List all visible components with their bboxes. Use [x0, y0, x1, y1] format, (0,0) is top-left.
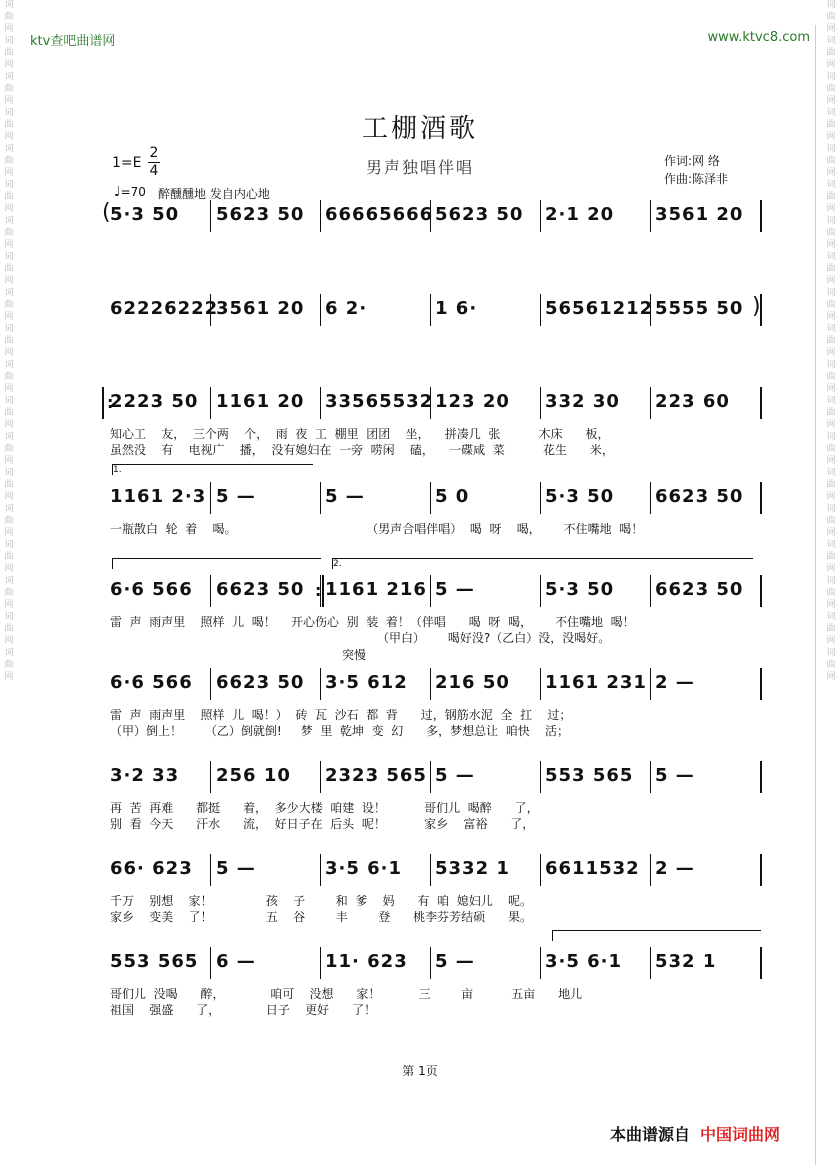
- watermark-glyph: 网: [826, 204, 836, 214]
- measure: 66· 623: [110, 858, 193, 879]
- barline: [430, 854, 431, 886]
- barline: [650, 854, 651, 886]
- watermark-glyph: 词: [826, 36, 836, 46]
- intro-close-paren: ): [752, 294, 761, 319]
- watermark-glyph: 曲: [826, 372, 836, 382]
- watermark-glyph: 曲: [4, 408, 14, 418]
- staff-line: [110, 852, 765, 884]
- watermark-glyph: 词: [4, 288, 14, 298]
- barline: [650, 294, 651, 326]
- watermark-glyph: 网: [826, 600, 836, 610]
- lyric-line: 一瓶散白 轮 着 喝。 （男声合唱伴唱） 喝 呀 喝， 不住嘴地 喝！: [110, 522, 644, 536]
- staff-line: [110, 945, 765, 977]
- watermark-glyph: 词: [4, 108, 14, 118]
- watermark-glyph: 词: [826, 612, 836, 622]
- watermark-glyph: 网: [4, 456, 14, 466]
- barline: [760, 200, 762, 232]
- watermark-glyph: 曲: [826, 120, 836, 130]
- time-bottom: 4: [149, 163, 159, 179]
- first-ending-bracket-cont: [112, 558, 321, 569]
- measure: 2·1 20: [545, 204, 615, 225]
- barline: [430, 947, 431, 979]
- barline: [540, 482, 541, 514]
- lyric-line: 知心工 友， 三个两 个， 雨 夜 工 棚里 团团 坐， 拼凑几 张 木床 板，: [110, 427, 610, 441]
- expression-mark: 醉醺醺地 发自内心地: [158, 187, 270, 201]
- watermark-glyph: 网: [4, 636, 14, 646]
- watermark-glyph: 词: [4, 612, 14, 622]
- watermark-glyph: 曲: [826, 48, 836, 58]
- barline: [210, 761, 211, 793]
- watermark-glyph: 网: [826, 276, 836, 286]
- watermark-glyph: 词: [826, 396, 836, 406]
- measure: 2323 565: [325, 765, 427, 786]
- watermark-glyph: 网: [4, 240, 14, 250]
- watermark-glyph: 词: [826, 360, 836, 370]
- watermark-glyph: 曲: [4, 552, 14, 562]
- measure: 5555 50: [655, 298, 744, 319]
- watermark-glyph: 词: [826, 576, 836, 586]
- key-signature: 1=E: [112, 155, 142, 171]
- song-title: 工棚酒歌: [361, 114, 478, 144]
- watermark-glyph: 网: [4, 600, 14, 610]
- barline: [320, 294, 321, 326]
- barline: [320, 668, 321, 700]
- repeat-end-barline: [322, 575, 324, 607]
- measure: 5332 1: [435, 858, 510, 879]
- barline: [210, 668, 211, 700]
- watermark-glyph: 网: [4, 564, 14, 574]
- lyric-line: （甲白） 喝好没?（乙白）没，没喝好。: [110, 631, 611, 645]
- barline: [760, 387, 762, 419]
- barline: [540, 200, 541, 232]
- first-ending-bracket: 1.: [112, 464, 313, 475]
- measure: 3·5 6·1: [545, 951, 623, 972]
- lyric-line: （甲）倒上！ （乙）倒就倒! 梦 里 乾坤 变 幻 多，梦想总让 咱快 活；: [110, 724, 570, 738]
- watermark-glyph: 词: [826, 648, 836, 658]
- lyric-line: 虽然没 有 电视广 播， 没有媳妇在 一旁 唠闲 磕， 一碟咸 菜 花生 米，: [110, 443, 614, 457]
- score-system: [102, 198, 765, 230]
- measure: 62226222: [110, 298, 219, 319]
- barline: [760, 482, 762, 514]
- watermark-glyph: 词: [4, 252, 14, 262]
- watermark-glyph: 曲: [4, 516, 14, 526]
- measure: 5623 50: [216, 204, 305, 225]
- page-number: 第 1页: [402, 1064, 438, 1078]
- watermark-glyph: 网: [826, 312, 836, 322]
- watermark-glyph: 词: [826, 324, 836, 334]
- watermark-glyph: 词: [4, 396, 14, 406]
- watermark-glyph: 曲: [4, 444, 14, 454]
- watermark-glyph: 词: [826, 432, 836, 442]
- staff-line: [110, 759, 765, 791]
- barline: [210, 387, 211, 419]
- watermark-glyph: 网: [4, 24, 14, 34]
- staff-line: [102, 198, 765, 230]
- watermark-glyph: 曲: [4, 624, 14, 634]
- watermark-glyph: 词: [4, 144, 14, 154]
- measure: 5·3 50: [110, 204, 180, 225]
- barline: [430, 482, 431, 514]
- measure: 66665666: [325, 204, 434, 225]
- watermark-glyph: 曲: [826, 192, 836, 202]
- barline: [210, 294, 211, 326]
- watermark-glyph: 词: [826, 144, 836, 154]
- watermark-glyph: 曲: [4, 48, 14, 58]
- barline: [210, 854, 211, 886]
- watermark-glyph: 曲: [4, 660, 14, 670]
- watermark-glyph: 网: [4, 492, 14, 502]
- watermark-glyph: 词: [4, 180, 14, 190]
- measure: 5 —: [435, 765, 475, 786]
- measure: 532 1: [655, 951, 717, 972]
- watermark-glyph: 曲: [4, 12, 14, 22]
- watermark-glyph: 网: [4, 276, 14, 286]
- watermark-glyph: 词: [4, 72, 14, 82]
- watermark-glyph: 曲: [826, 552, 836, 562]
- measure: 1 6·: [435, 298, 478, 319]
- barline: [650, 947, 651, 979]
- barline: [430, 668, 431, 700]
- watermark-glyph: 网: [826, 60, 836, 70]
- measure: 56561212: [545, 298, 654, 319]
- ending-bracket: [552, 930, 761, 941]
- measure: 1161 216: [325, 579, 427, 600]
- lyric-line: 别 看 今天 汗水 流， 好日子在 后头 呢！ 家乡 富裕 了，: [110, 817, 535, 831]
- watermark-glyph: 网: [826, 420, 836, 430]
- watermark-glyph: 词: [826, 540, 836, 550]
- staff-line: [110, 385, 765, 417]
- measure: 6611532: [545, 858, 640, 879]
- barline: [320, 482, 321, 514]
- measure: 2 —: [655, 858, 695, 879]
- measure: 216 50: [435, 672, 510, 693]
- watermark-glyph: 曲: [4, 480, 14, 490]
- site-link-right[interactable]: www.ktvc8.com: [707, 30, 810, 45]
- measure: 1161 20: [216, 391, 305, 412]
- measure: 33565532: [325, 391, 434, 412]
- watermark-glyph: 网: [4, 132, 14, 142]
- barline: [540, 294, 541, 326]
- barline: [650, 761, 651, 793]
- watermark-glyph: 曲: [826, 480, 836, 490]
- watermark-glyph: 曲: [826, 12, 836, 22]
- source-label: 本曲谱源自: [610, 1125, 691, 1144]
- barline: [320, 854, 321, 886]
- watermark-glyph: 网: [826, 672, 836, 682]
- watermark-glyph: 曲: [826, 228, 836, 238]
- barline: [540, 387, 541, 419]
- watermark-glyph: 网: [826, 636, 836, 646]
- lyric-line: 雷 声 雨声里 照样 儿 喝！） 砖 瓦 沙石 都 背 过，钢筋水泥 全 扛 过；: [110, 708, 572, 722]
- barline: [210, 200, 211, 232]
- watermark-glyph: 词: [4, 540, 14, 550]
- watermark-glyph: 词: [4, 648, 14, 658]
- measure: 553 565: [545, 765, 634, 786]
- measure: 3561 20: [216, 298, 305, 319]
- lyric-line: 雷 声 雨声里 照样 儿 喝！ 开心伤心 别 装 着！（伴唱 喝 呀 喝， 不住嘴地 喝！: [110, 615, 635, 629]
- measure: 2 —: [655, 672, 695, 693]
- score-system: [110, 385, 765, 457]
- watermark-glyph: 曲: [4, 336, 14, 346]
- measure: 5·3 50: [545, 486, 615, 507]
- barline: [650, 482, 651, 514]
- time-top: 2: [149, 145, 159, 161]
- watermark-glyph: 网: [826, 168, 836, 178]
- staff-line: [110, 573, 765, 605]
- watermark-glyph: 曲: [4, 300, 14, 310]
- watermark-glyph: 网: [4, 204, 14, 214]
- lyric-line: 哥们儿 没喝 醉， 咱可 没想 家！ 三 亩 五亩 地儿: [110, 987, 583, 1001]
- barline: [540, 854, 541, 886]
- staff-line: [110, 292, 765, 324]
- watermark-glyph: 曲: [4, 588, 14, 598]
- barline: [760, 761, 762, 793]
- barline: [760, 854, 762, 886]
- watermark-glyph: 词: [826, 108, 836, 118]
- source-brand[interactable]: 中国词曲网: [700, 1125, 781, 1144]
- barline: [210, 482, 211, 514]
- measure: 5 —: [435, 951, 475, 972]
- watermark-glyph: 网: [826, 132, 836, 142]
- measure: 256 10: [216, 765, 291, 786]
- measure: 6623 50: [216, 579, 305, 600]
- barline: [320, 761, 321, 793]
- watermark-glyph: 词: [826, 288, 836, 298]
- measure: 123 20: [435, 391, 510, 412]
- watermark-glyph: 曲: [826, 660, 836, 670]
- barline: [650, 575, 651, 607]
- watermark-glyph: 网: [826, 240, 836, 250]
- lyricist-credit: 作词:网 络: [664, 154, 720, 168]
- watermark-glyph: 词: [4, 468, 14, 478]
- watermark-glyph: 曲: [826, 624, 836, 634]
- measure: 6623 50: [655, 486, 744, 507]
- measure: 6623 50: [655, 579, 744, 600]
- watermark-glyph: 网: [826, 492, 836, 502]
- barline: [430, 387, 431, 419]
- watermark-glyph: 网: [826, 348, 836, 358]
- measure: 3561 20: [655, 204, 744, 225]
- watermark-glyph: 曲: [4, 156, 14, 166]
- watermark-glyph: 曲: [4, 120, 14, 130]
- watermark-glyph: 网: [4, 96, 14, 106]
- staff-line: [110, 480, 765, 512]
- barline: [760, 947, 762, 979]
- watermark-glyph: 网: [4, 60, 14, 70]
- watermark-glyph: 网: [4, 384, 14, 394]
- watermark-glyph: 网: [826, 456, 836, 466]
- watermark-glyph: 曲: [826, 264, 836, 274]
- barline: [210, 947, 211, 979]
- measure: 5 —: [325, 486, 365, 507]
- score-system: [110, 480, 765, 536]
- repeat-start-barline: [102, 387, 104, 419]
- barline: [320, 200, 321, 232]
- measure: 6·6 566: [110, 672, 193, 693]
- measure: 5623 50: [435, 204, 524, 225]
- watermark-glyph: 曲: [826, 516, 836, 526]
- barline: [430, 294, 431, 326]
- tempo-value: =70: [120, 185, 146, 199]
- watermark-glyph: 网: [4, 312, 14, 322]
- lyric-line: 家乡 变美 了！ 五 谷 丰 登 桃李芬芳结硕 果。: [110, 910, 532, 924]
- measure: 6 2·: [325, 298, 368, 319]
- measure: 5 —: [655, 765, 695, 786]
- staff-line: [110, 666, 765, 698]
- lyric-line: 祖国 强盛 了， 日子 更好 了！: [110, 1003, 377, 1017]
- barline: [430, 575, 431, 607]
- barline: [210, 575, 211, 607]
- barline: [430, 761, 431, 793]
- watermark-glyph: 词: [4, 360, 14, 370]
- watermark-glyph: 曲: [4, 84, 14, 94]
- watermark-glyph: 曲: [826, 588, 836, 598]
- watermark-glyph: 词: [826, 252, 836, 262]
- watermark-glyph: 曲: [4, 192, 14, 202]
- watermark-glyph: 词: [4, 36, 14, 46]
- lyric-line: 再 苦 再难 都挺 着， 多少大楼 咱建 设！ 哥们儿 喝醉 了，: [110, 801, 539, 815]
- measure: 553 565: [110, 951, 199, 972]
- measure: 6 —: [216, 951, 256, 972]
- watermark-glyph: 词: [826, 180, 836, 190]
- composer-credit: 作曲:陈泽非: [664, 172, 729, 186]
- barline: [320, 387, 321, 419]
- time-signature: [148, 145, 160, 180]
- barline: [760, 575, 762, 607]
- measure: 5 —: [435, 579, 475, 600]
- watermark-glyph: 网: [4, 168, 14, 178]
- barline: [760, 668, 762, 700]
- watermark-glyph: 曲: [826, 156, 836, 166]
- watermark-glyph: 曲: [4, 228, 14, 238]
- barline: [540, 947, 541, 979]
- score-system: [110, 292, 765, 324]
- watermark-glyph: 网: [4, 420, 14, 430]
- measure: 5 —: [216, 858, 256, 879]
- watermark-glyph: 词: [826, 468, 836, 478]
- barline: [540, 761, 541, 793]
- watermark-glyph: 网: [826, 528, 836, 538]
- watermark-glyph: 网: [826, 384, 836, 394]
- watermark-glyph: 网: [4, 528, 14, 538]
- watermark-glyph: 词: [4, 504, 14, 514]
- barline: [320, 947, 321, 979]
- barline: [650, 668, 651, 700]
- score-system: [110, 945, 765, 1017]
- barline: [540, 575, 541, 607]
- song-subtitle: 男声独唱伴唱: [365, 158, 474, 177]
- quarter-note-icon: ♩: [114, 184, 121, 200]
- barline: [650, 200, 651, 232]
- barline: [650, 387, 651, 419]
- barline: [540, 668, 541, 700]
- watermark-glyph: 曲: [826, 408, 836, 418]
- score-system: [110, 852, 765, 924]
- barline: [430, 200, 431, 232]
- watermark-glyph: 词: [4, 0, 14, 10]
- watermark-glyph: 曲: [826, 84, 836, 94]
- measure: 5 0: [435, 486, 470, 507]
- measure: 1161 231: [545, 672, 647, 693]
- measure: 223 60: [655, 391, 730, 412]
- measure: 3·2 33: [110, 765, 180, 786]
- measure: 1161 2·3: [110, 486, 207, 507]
- watermark-glyph: 网: [826, 564, 836, 574]
- watermark-glyph: 词: [826, 0, 836, 10]
- source-credit: [610, 1122, 780, 1145]
- measure: 5·3 50: [545, 579, 615, 600]
- watermark-glyph: 词: [4, 432, 14, 442]
- watermark-glyph: 曲: [826, 444, 836, 454]
- second-ending-bracket: 2.: [332, 558, 753, 569]
- lyric-line: 千万 别想 家！ 孩 子 和 爹 妈 有 咱 媳妇儿 呢。: [110, 894, 532, 908]
- watermark-glyph: 词: [826, 504, 836, 514]
- measure: 6623 50: [216, 672, 305, 693]
- watermark-glyph: 曲: [826, 336, 836, 346]
- watermark-glyph: 网: [826, 96, 836, 106]
- watermark-glyph: 词: [826, 72, 836, 82]
- watermark-glyph: 网: [4, 672, 14, 682]
- watermark-glyph: 词: [4, 576, 14, 586]
- watermark-glyph: 网: [826, 24, 836, 34]
- measure: 6·6 566: [110, 579, 193, 600]
- watermark-glyph: 网: [4, 348, 14, 358]
- measure: 5 —: [216, 486, 256, 507]
- score-system: [110, 759, 765, 831]
- watermark-glyph: 曲: [4, 264, 14, 274]
- measure: 2223 50: [110, 391, 199, 412]
- score-system: [110, 573, 765, 645]
- site-link-left[interactable]: ktv查吧曲谱网: [30, 34, 116, 49]
- measure: 3·5 612: [325, 672, 408, 693]
- watermark-glyph: 词: [4, 216, 14, 226]
- measure: 332 30: [545, 391, 620, 412]
- watermark-glyph: 曲: [826, 300, 836, 310]
- watermark-glyph: 曲: [4, 372, 14, 382]
- tempo-direction: 突慢: [342, 648, 367, 662]
- watermark-glyph: 词: [826, 216, 836, 226]
- watermark-glyph: 词: [4, 324, 14, 334]
- measure: 3·5 6·1: [325, 858, 403, 879]
- intro-open-paren: (: [102, 200, 111, 225]
- score-system: [110, 666, 765, 738]
- measure: 11· 623: [325, 951, 408, 972]
